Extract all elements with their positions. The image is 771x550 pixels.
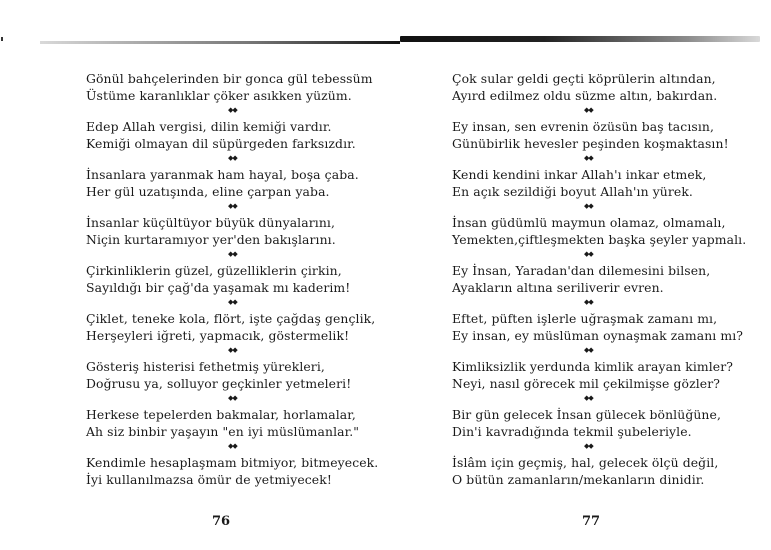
verse-line: Günübirlik hevesler peşinden koşmaktasın! [452, 136, 729, 151]
ornament-icon: ◆◆ [584, 394, 593, 402]
right-page [452, 70, 762, 488]
verse-line: İyi kullanılmazsa ömür de yetmiyecek! [86, 472, 332, 487]
verse-line: Niçin kurtaramıyor yer'den bakışlarını. [86, 232, 336, 247]
ornament-icon: ◆◆ [584, 298, 593, 306]
ornament-icon: ◆◆ [584, 154, 593, 162]
top-rule-left [40, 41, 400, 44]
ornament-icon: ◆◆ [228, 154, 237, 162]
ornament-icon: ◆◆ [228, 298, 237, 306]
top-rule-right [400, 36, 760, 42]
stanza-separator [452, 201, 762, 213]
stanza-separator [452, 153, 762, 165]
couplet [86, 406, 386, 440]
verse-line: Üstüme karanlıklar çöker asıkken yüzüm. [86, 88, 352, 103]
couplet [452, 454, 762, 488]
couplet [452, 70, 762, 104]
couplet [86, 118, 386, 152]
verse-line: Herkese tepelerden bakmalar, horlamalar, [86, 407, 356, 422]
stanza-separator [86, 345, 386, 357]
verse-line: İnsan güdümlü maymun olamaz, olmamalı, [452, 215, 726, 230]
verse-line: Ah siz binbir yaşayın "en iyi müslümanlar." [86, 424, 360, 439]
verse-line: Kendimle hesaplaşmam bitmiyor, bitmeyecek. [86, 455, 379, 470]
verse-line: Edep Allah vergisi, dilin kemiği vardır. [86, 119, 332, 134]
stanza-separator [452, 393, 762, 405]
verse-line: Gösteriş histerisi fethetmiş yürekleri, [86, 359, 325, 374]
couplet [452, 214, 762, 248]
verse-line: O bütün zamanların/mekanların dinidir. [452, 472, 705, 487]
verse-line: Çiklet, teneke kola, flört, işte çağdaş gençlik, [86, 311, 376, 326]
ornament-icon: ◆◆ [228, 202, 237, 210]
couplet [86, 166, 386, 200]
couplet [452, 166, 762, 200]
verse-line: İnsanlar küçültüyor büyük dünyalarını, [86, 215, 335, 230]
verse-line: Neyi, nasıl görecek mil çekilmişse gözler? [452, 376, 720, 391]
verse-line: Kemiği olmayan dil süpürgeden farksızdır. [86, 136, 356, 151]
stanza-separator [86, 393, 386, 405]
verse-line: Ayakların altına seriliverir evren. [452, 280, 664, 295]
ornament-icon: ◆◆ [584, 106, 593, 114]
couplet [86, 358, 386, 392]
stanza-separator [452, 105, 762, 117]
ornament-icon: ◆◆ [584, 250, 593, 258]
couplet [452, 262, 762, 296]
page-number-left: 76 [212, 514, 231, 529]
verse-line: Ey insan, sen evrenin özüsün baş tacısın, [452, 119, 715, 134]
ornament-icon: ◆◆ [228, 250, 237, 258]
couplet [452, 310, 762, 344]
ornament-icon: ◆◆ [584, 346, 593, 354]
verse-line: Ayırd edilmez oldu süzme altın, bakırdan. [452, 88, 718, 103]
verse-line: Yemekten,çiftleşmekten başka şeyler yapmalı. [452, 232, 747, 247]
ornament-icon: ◆◆ [228, 106, 237, 114]
couplet [452, 406, 762, 440]
couplet [86, 214, 386, 248]
verse-line: Eftet, püften işlerle uğraşmak zamanı mı, [452, 311, 718, 326]
verse-line: Çok sular geldi geçti köprülerin altından, [452, 71, 716, 86]
verse-line: En açık sezildiği boyut Allah'ın yürek. [452, 184, 693, 199]
scan-edge-mark [1, 37, 3, 41]
verse-line: Doğrusu ya, solluyor geçkinler yetmeleri! [86, 376, 352, 391]
couplet [86, 70, 386, 104]
stanza-separator [452, 441, 762, 453]
stanza-separator [86, 441, 386, 453]
stanza-separator [86, 153, 386, 165]
page-number-right: 77 [582, 514, 601, 529]
verse-line: İnsanlara yaranmak ham hayal, boşa çaba. [86, 167, 359, 182]
couplet [86, 262, 386, 296]
ornament-icon: ◆◆ [228, 394, 237, 402]
verse-line: Çirkinliklerin güzel, güzelliklerin çirkin, [86, 263, 342, 278]
verse-line: İslâm için geçmiş, hal, gelecek ölçü değil, [452, 455, 719, 470]
verse-line: Gönül bahçelerinden bir gonca gül tebessüm [86, 71, 373, 86]
stanza-separator [86, 201, 386, 213]
verse-line: Ey insan, ey müslüman oynaşmak zamanı mı? [452, 328, 744, 343]
verse-line: Sayıldığı bir çağ'da yaşamak mı kaderim! [86, 280, 351, 295]
ornament-icon: ◆◆ [228, 442, 237, 450]
couplet [86, 310, 386, 344]
verse-line: Bir gün gelecek İnsan gülecek bönlüğüne, [452, 407, 721, 422]
stanza-separator [452, 297, 762, 309]
ornament-icon: ◆◆ [584, 202, 593, 210]
verse-line: Her gül uzatışında, eline çarpan yaba. [86, 184, 330, 199]
verse-line: Kendi kendini inkar Allah'ı inkar etmek, [452, 167, 707, 182]
stanza-separator [86, 249, 386, 261]
ornament-icon: ◆◆ [584, 442, 593, 450]
ornament-icon: ◆◆ [228, 346, 237, 354]
stanza-separator [452, 249, 762, 261]
verse-line: Ey İnsan, Yaradan'dan dilemesini bilsen, [452, 263, 711, 278]
verse-line: Herşeyleri iğreti, yapmacık, göstermelik! [86, 328, 350, 343]
verse-line: Din'i kavradığında tekmil şubeleriyle. [452, 424, 692, 439]
couplet [452, 118, 762, 152]
couplet [452, 358, 762, 392]
stanza-separator [452, 345, 762, 357]
couplet [86, 454, 386, 488]
stanza-separator [86, 105, 386, 117]
verse-line: Kimliksizlik yerdunda kimlik arayan kimler? [452, 359, 734, 374]
stanza-separator [86, 297, 386, 309]
left-page [86, 70, 386, 488]
